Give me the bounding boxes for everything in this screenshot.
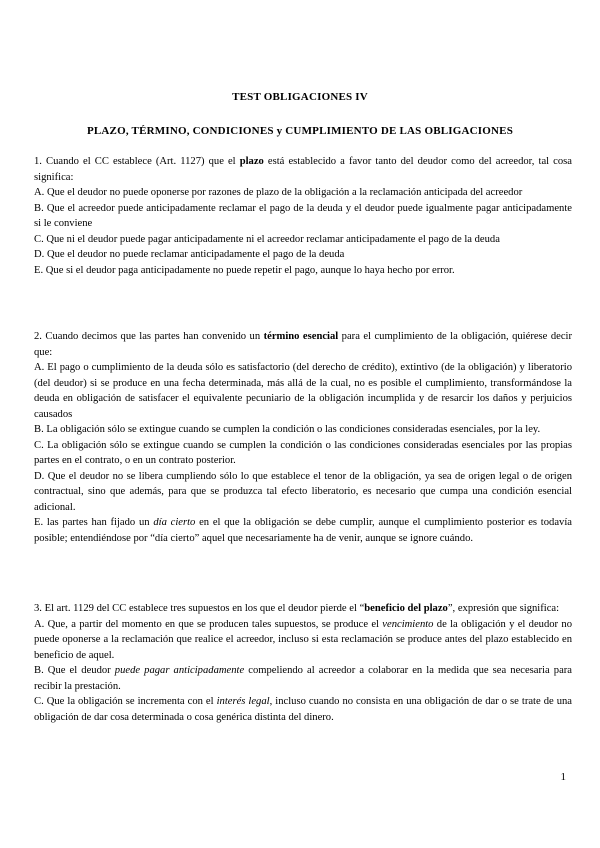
question-1-option-e: E. Que si el deudor paga anticipadamente no puede repetir el pago, aunque lo haya hecho por error. xyxy=(34,264,455,276)
question-1-option-a: A. Que el deudor no puede oponerse por razones de plazo de la obligación a la reclamación anticipada del acreedor xyxy=(34,187,523,198)
question-3-option-c-text: C. Que la obligación se incrementa con el xyxy=(34,696,217,707)
question-3-option-a-text: A. Que, a partir del momento en que se producen tales supuestos, se produce el xyxy=(34,618,383,630)
question-1-option-c: C. Que ni el deudor puede pagar anticipadamente ni el acreedor reclamar anticipadamente el pago de la deuda xyxy=(34,233,500,245)
question-3-option-c xyxy=(34,694,572,725)
document-subtitle: PLAZO, TÉRMINO, CONDICIONES y CUMPLIMIENTO DE LAS OBLIGACIONES xyxy=(86,125,514,137)
question-3-option-a-text-end: de la obligación y el deudor no puede oponerse a la reclamación que realice el acreedor, incluso si esta reclamación se produce antes del plazo establecido en beneficio de aquel. xyxy=(34,618,572,661)
question-1-stem xyxy=(34,154,572,185)
question-2 xyxy=(34,329,572,546)
question-3-option-c-text-end: , incluso cuando no consista en una obligación de dar o se trate de una obligación de dar cosa determinada o cosa genérica distinta del dinero. xyxy=(34,696,572,723)
question-2-option-a: A. El pago o cumplimiento de la deuda sólo es satisfactorio (del derecho de crédito), extintivo (de la obligación) y liberatorio (del deudor) si se produce en una fecha determinada, más allá de la cual, no es posible el cumplimiento, transformándose la deuda en obligación de satisfacer el equivalente pecuniario de la obligación incumplida y de resarcir los daños y perjuicios causados xyxy=(34,362,572,420)
question-3-stem xyxy=(34,601,572,617)
question-1-stem-text: 1. Cuando el CC establece (Art. 1127) que el xyxy=(34,156,240,167)
question-3-option-b-text: B. Que el deudor xyxy=(34,665,115,676)
question-3-option-a xyxy=(34,617,572,664)
question-2-option-e-italic: día cierto xyxy=(153,517,196,528)
document-title: TEST OBLIGACIONES IV xyxy=(232,91,368,103)
question-3-option-b-italic: puede pagar anticipadamente xyxy=(114,665,245,676)
page-number: 1 xyxy=(560,771,566,783)
question-3-stem-text: 3. El art. 1129 del CC establece tres supuestos en los que el deudor pierde el “ xyxy=(34,603,365,614)
question-1-option-d: D. Que el deudor no puede reclamar anticipadamente el pago de la deuda xyxy=(34,249,345,260)
question-2-stem-text: 2. Cuando decimos que las partes han convenido un xyxy=(34,331,264,342)
question-1-stem-text-end: está establecido a favor tanto del deudor como del acreedor, tal cosa significa: xyxy=(34,156,572,183)
question-2-option-e-text-end: en el que la obligación se debe cumplir, aunque el cumplimiento posterior es todavía posible; entendiéndose por “día cierto” aquel que necesariamente ha de venir, aunque se ignore cuándo. xyxy=(34,517,572,544)
question-2-stem xyxy=(34,329,572,360)
question-3-option-b-text-end: compeliendo al acreedor a colaborar en la medida que sea necesaria para recibir la prestación. xyxy=(34,665,572,692)
question-2-option-d: D. Que el deudor no se libera cumpliendo sólo lo que establece el tenor de la obligación, ya sea de origen legal o de origen contractual, sino que además, para que se produzca tal efecto liberatorio, es necesario que cumpa una condición esencial adicional. xyxy=(34,470,572,513)
question-1 xyxy=(34,154,572,278)
question-3-option-a-italic: vencimiento xyxy=(382,618,434,630)
question-2-option-c: C. La obligación sólo se extingue cuando se cumplen la condición o las condiciones consideradas esenciales por las propias partes en el contrato, o en un contrato posterior. xyxy=(34,439,572,466)
question-3-option-b xyxy=(34,663,572,694)
question-2-keyword: término esencial xyxy=(263,331,339,342)
question-3-keyword: beneficio del plazo xyxy=(364,603,448,614)
question-2-option-e-text: E. las partes han fijado un xyxy=(34,517,154,528)
question-2-option-b: B. La obligación sólo se extingue cuando se cumplen la condición o las condiciones consideradas esenciales, por la ley. xyxy=(34,424,541,435)
question-1-keyword: plazo xyxy=(239,156,264,167)
question-2-stem-text-end: para el cumplimiento de la obligación, quiérese decir que: xyxy=(34,331,572,358)
question-2-option-e xyxy=(34,515,572,546)
question-1-option-b: B. Que el acreedor puede anticipadamente reclamar el pago de la deuda y el deudor puede igualmente pagar anticipadamente si le conviene xyxy=(34,202,572,229)
question-3-stem-text-end: ”, expresión que significa: xyxy=(447,603,560,614)
question-3 xyxy=(34,601,572,725)
question-3-option-c-italic: interés legal xyxy=(216,696,270,707)
